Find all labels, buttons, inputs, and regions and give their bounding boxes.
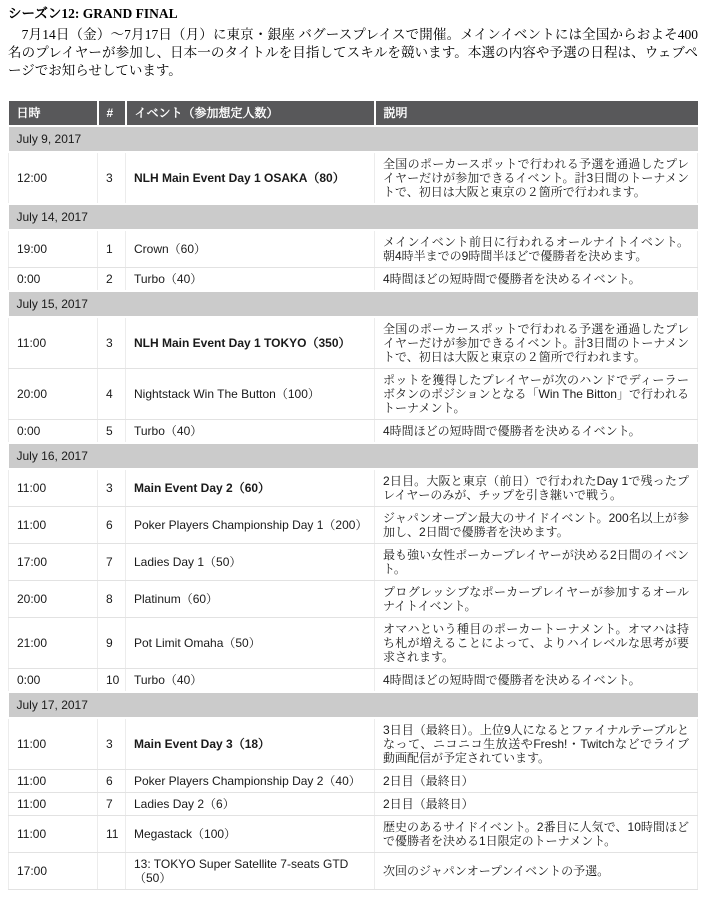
event-name-cell: Nightstack Win The Button（100） [126, 369, 375, 420]
time-cell: 0:00 [9, 268, 98, 292]
event-row [9, 581, 698, 618]
event-name-cell: NLH Main Event Day 1 OSAKA（80） [126, 152, 375, 204]
col-header-datetime: 日時 [9, 101, 98, 126]
description-cell: 4時間ほどの短時間で優勝者を決めるイベント。 [375, 669, 698, 693]
time-cell: 20:00 [9, 369, 98, 420]
number-cell: 8 [98, 581, 126, 618]
date-label: July 17, 2017 [9, 692, 698, 718]
date-label: July 16, 2017 [9, 443, 698, 469]
time-cell: 0:00 [9, 420, 98, 444]
table-header-row [9, 101, 698, 126]
time-cell: 11:00 [9, 718, 98, 770]
event-row [9, 770, 698, 793]
time-cell: 17:00 [9, 544, 98, 581]
event-name-cell: Main Event Day 3（18） [126, 718, 375, 770]
date-group-row [9, 126, 698, 152]
event-name-cell: Crown（60） [126, 230, 375, 268]
number-cell: 3 [98, 152, 126, 204]
event-name-cell: Ladies Day 2（6） [126, 793, 375, 816]
event-row [9, 152, 698, 204]
description-cell: 2日目（最終日） [375, 793, 698, 816]
number-cell: 6 [98, 507, 126, 544]
event-name-cell: 13: TOKYO Super Satellite 7-seats GTD（50） [126, 853, 375, 890]
event-row [9, 853, 698, 890]
event-row [9, 618, 698, 669]
description-cell: 歴史のあるサイドイベント。2番目に人気で、10時間ほどで優勝者を決める1日限定のトーナメント。 [375, 816, 698, 853]
description-cell: 2日目。大阪と東京（前日）で行われたDay 1で残ったプレイヤーのみが、チップを引き継いで戦う。 [375, 469, 698, 507]
event-row [9, 317, 698, 369]
event-name-cell: Turbo（40） [126, 268, 375, 292]
number-cell: 11 [98, 816, 126, 853]
description-cell: プログレッシブなポーカープレイヤーが参加するオールナイトイベント。 [375, 581, 698, 618]
number-cell: 4 [98, 369, 126, 420]
time-cell: 12:00 [9, 152, 98, 204]
description-cell: オマハという種目のポーカートーナメント。オマハは持ち札が増えることによって、よりハイレベルな思考が要求されます。 [375, 618, 698, 669]
number-cell: 3 [98, 469, 126, 507]
number-cell: 10 [98, 669, 126, 693]
date-group-row [9, 291, 698, 317]
number-cell [98, 853, 126, 890]
event-name-cell: Poker Players Championship Day 1（200） [126, 507, 375, 544]
description-cell: 4時間ほどの短時間で優勝者を決めるイベント。 [375, 420, 698, 444]
number-cell: 9 [98, 618, 126, 669]
event-row [9, 420, 698, 444]
number-cell: 3 [98, 317, 126, 369]
date-group-row [9, 443, 698, 469]
event-row [9, 507, 698, 544]
description-cell: 最も強い女性ポーカープレイヤーが決める2日間のイベント。 [375, 544, 698, 581]
description-cell: 4時間ほどの短時間で優勝者を決めるイベント。 [375, 268, 698, 292]
time-cell: 17:00 [9, 853, 98, 890]
description-cell: 次回のジャパンオープンイベントの予選。 [375, 853, 698, 890]
event-row [9, 718, 698, 770]
event-row [9, 469, 698, 507]
date-label: July 15, 2017 [9, 291, 698, 317]
number-cell: 5 [98, 420, 126, 444]
event-row [9, 816, 698, 853]
description-cell: 2日目（最終日） [375, 770, 698, 793]
time-cell: 11:00 [9, 469, 98, 507]
date-group-row [9, 692, 698, 718]
number-cell: 1 [98, 230, 126, 268]
date-label: July 14, 2017 [9, 204, 698, 230]
col-header-description: 説明 [375, 101, 698, 126]
time-cell: 11:00 [9, 507, 98, 544]
event-row [9, 793, 698, 816]
event-name-cell: Megastack（100） [126, 816, 375, 853]
time-cell: 11:00 [9, 816, 98, 853]
event-name-cell: NLH Main Event Day 1 TOKYO（350） [126, 317, 375, 369]
event-row [9, 369, 698, 420]
number-cell: 2 [98, 268, 126, 292]
event-row [9, 230, 698, 268]
col-header-event: イベント（参加想定人数） [126, 101, 375, 126]
event-row [9, 268, 698, 292]
number-cell: 6 [98, 770, 126, 793]
page-title: シーズン12: GRAND FINAL [8, 6, 178, 21]
time-cell: 20:00 [9, 581, 98, 618]
description-cell: ジャパンオープン最大のサイドイベント。200名以上が参加し、2日間で優勝者を決めます。 [375, 507, 698, 544]
date-label: July 9, 2017 [9, 126, 698, 152]
intro-paragraph: 7月14日（金）〜7月17日（月）に東京・銀座 バグースプレイスで開催。メインイベントには全国からおよそ400名のプレイヤーが参加し、日本一のタイトルを目指してスキルを競います。本選の内容や予選の日程は、ウェブページでお知らせしています。 [8, 27, 698, 78]
event-name-cell: Platinum（60） [126, 581, 375, 618]
event-row [9, 669, 698, 693]
number-cell: 7 [98, 793, 126, 816]
date-group-row [9, 204, 698, 230]
number-cell: 3 [98, 718, 126, 770]
time-cell: 19:00 [9, 230, 98, 268]
event-name-cell: Poker Players Championship Day 2（40） [126, 770, 375, 793]
description-cell: 3日目（最終日）。上位9人になるとファイナルテーブルとなって、ニコニコ生放送やFresh!・Twitchなどでライブ動画配信が予定されています。 [375, 718, 698, 770]
time-cell: 0:00 [9, 669, 98, 693]
col-header-number: # [98, 101, 126, 126]
event-row [9, 544, 698, 581]
event-name-cell: Turbo（40） [126, 669, 375, 693]
description-cell: 全国のポーカースポットで行われる予選を通過したプレイヤーだけが参加できるイベント。計3日間のトーナメントで、初日は大阪と東京の２箇所で行われます。 [375, 152, 698, 204]
event-name-cell: Main Event Day 2（60） [126, 469, 375, 507]
time-cell: 11:00 [9, 770, 98, 793]
time-cell: 11:00 [9, 793, 98, 816]
description-cell: 全国のポーカースポットで行われる予選を通過したプレイヤーだけが参加できるイベント。計3日間のトーナメントで、初日は大阪と東京の２箇所で行われます。 [375, 317, 698, 369]
time-cell: 21:00 [9, 618, 98, 669]
event-name-cell: Turbo（40） [126, 420, 375, 444]
event-name-cell: Ladies Day 1（50） [126, 544, 375, 581]
time-cell: 11:00 [9, 317, 98, 369]
description-cell: メインイベント前日に行われるオールナイトイベント。朝4時半までの9時間半ほどで優勝者を決めます。 [375, 230, 698, 268]
schedule-table [8, 101, 698, 890]
description-cell: ポットを獲得したプレイヤーが次のハンドでディーラーボタンのポジションとなる「Win The Bitton」で行われるトーナメント。 [375, 369, 698, 420]
event-name-cell: Pot Limit Omaha（50） [126, 618, 375, 669]
number-cell: 7 [98, 544, 126, 581]
